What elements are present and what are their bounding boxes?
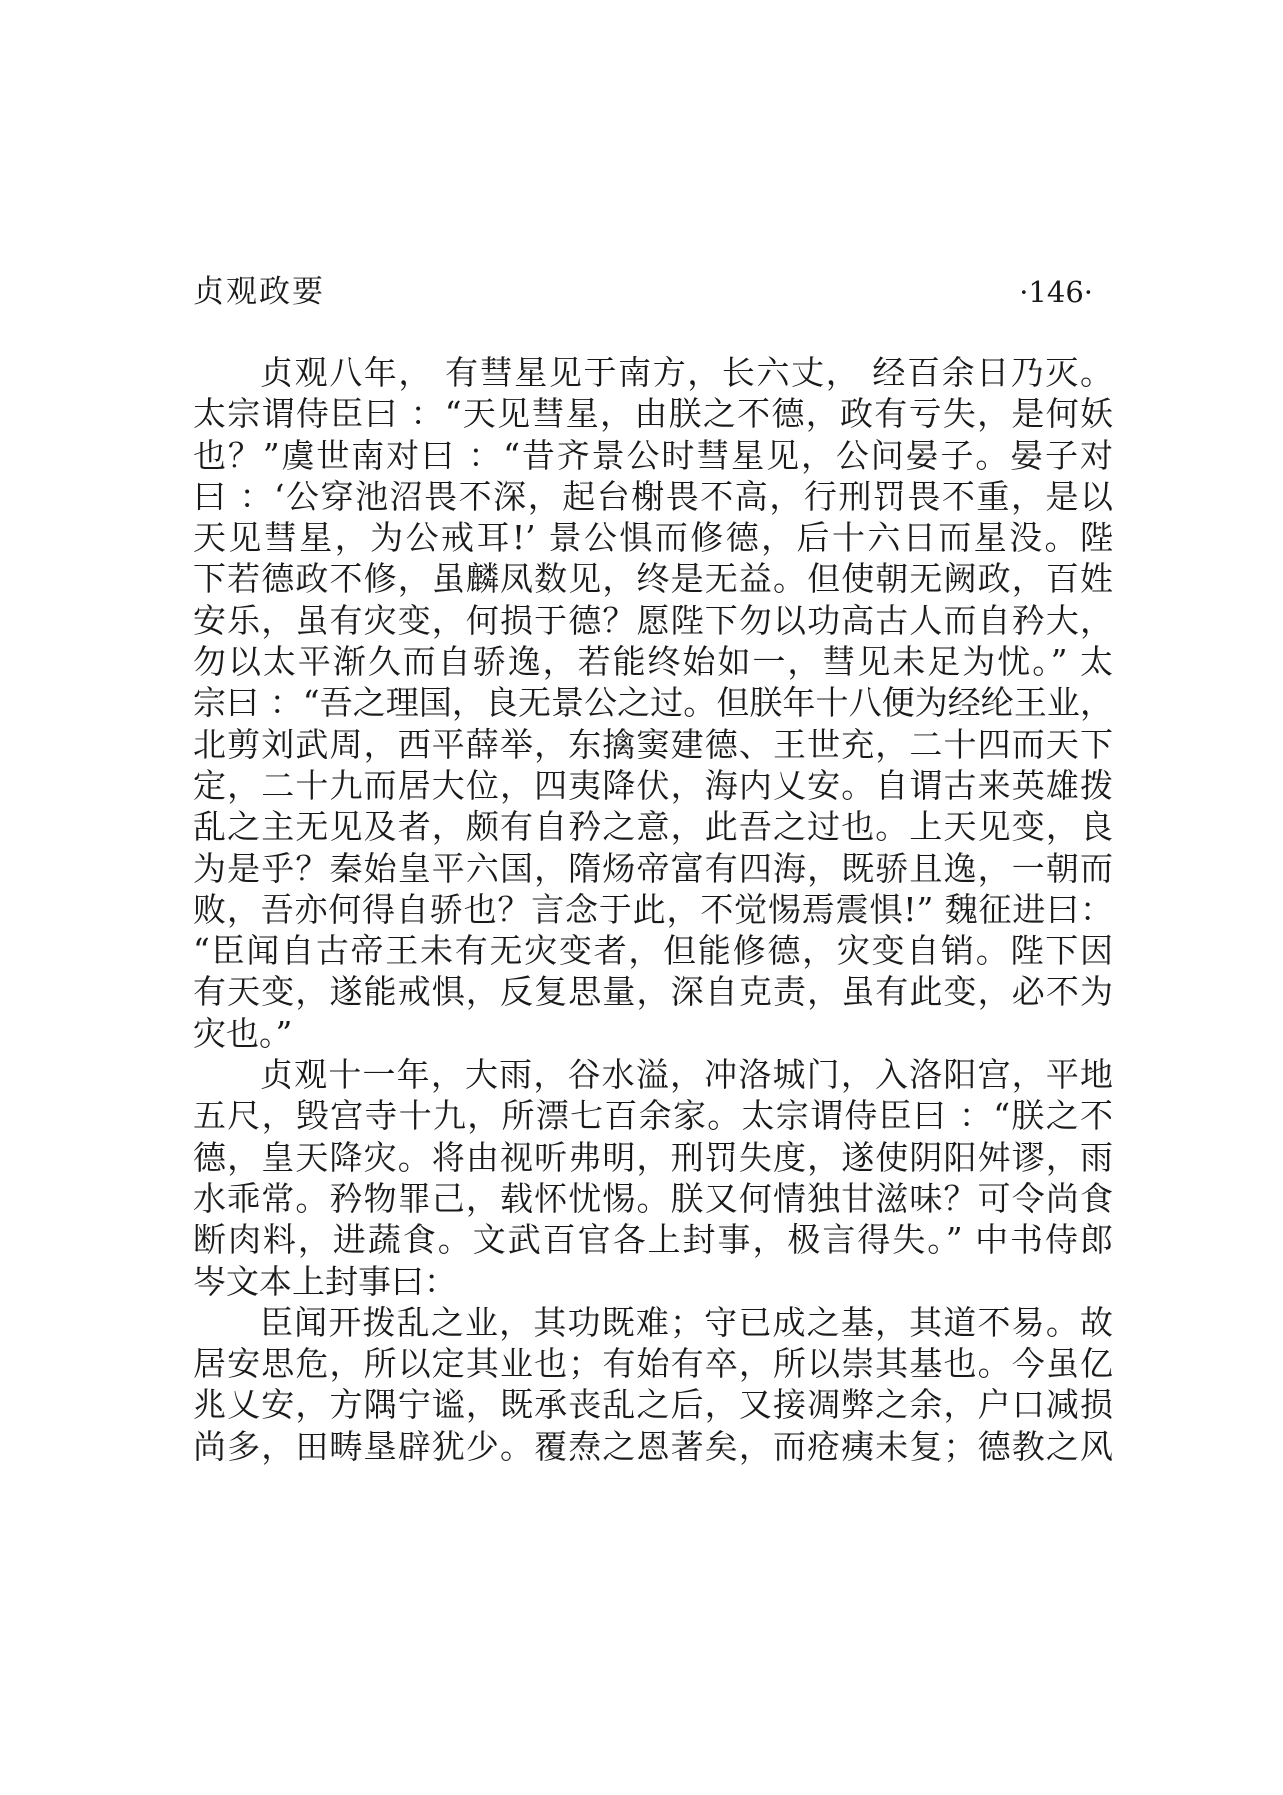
text-line: 安乐，虽有灾变，何损于德？愿陛下勿以功高古人而自矜大， <box>193 600 1113 640</box>
text-line: 天见彗星，为公戒耳!’ 景公惧而修德，后十六日而星没。陛 <box>193 518 1113 558</box>
text-line: 北剪刘武周，西平薛举，东擒窦建德、王世充，二十四而天下 <box>193 724 1113 764</box>
text-line: 断肉料，进蔬食。文武百官各上封事，极言得失。” 中书侍郎 <box>193 1220 1113 1260</box>
text-line: 德，皇天降灾。将由视听弗明，刑罚失度，遂使阴阳舛谬，雨 <box>193 1137 1113 1177</box>
text-line: 贞观十一年，大雨，谷水溢，冲洛城门，入洛阳宫，平地 <box>260 1055 1113 1095</box>
page-number: ·146· <box>1019 275 1093 309</box>
text-line: 有天变，遂能戒惧，反复思量，深自克责，虽有此变，必不为 <box>193 972 1113 1012</box>
text-line: 也？”虞世南对曰 ：“昔齐景公时彗星见，公问晏子。晏子对 <box>193 435 1113 475</box>
text-line: 居安思危，所以定其业也；有始有卒，所以崇其基也。今虽亿 <box>193 1344 1113 1384</box>
text-line: 为是乎？秦始皇平六国，隋炀帝富有四海，既骄且逸，一朝而 <box>193 848 1113 888</box>
text-line: 下若德政不修，虽麟凤数见，终是无益。但使朝无阙政，百姓 <box>193 559 1113 599</box>
text-line: 灾也。” <box>193 1013 293 1053</box>
text-line: 定，二十九而居大位，四夷降伏，海内乂安。自谓古来英雄拨 <box>193 765 1113 805</box>
book-title: 贞观政要 <box>193 274 325 310</box>
text-line: 岑文本上封事曰： <box>193 1261 457 1301</box>
text-line: 五尺，毁宫寺十九，所漂七百余家。太宗谓侍臣曰 ：“朕之不 <box>193 1096 1113 1136</box>
text-line: 曰 ：‘公穿池沼畏不深，起台榭畏不高，行刑罚畏不重，是以 <box>193 476 1113 516</box>
text-line: 太宗谓侍臣曰 ：“天见彗星，由朕之不德，政有亏失，是何妖 <box>193 394 1113 434</box>
text-line: 败，吾亦何得自骄也？言念于此，不觉惕焉震惧!” 魏征进曰： <box>193 889 1113 929</box>
running-header <box>193 272 1093 312</box>
text-line: 乱之主无见及者，颇有自矜之意，此吾之过也。上天见变，良 <box>193 807 1113 847</box>
text-line: 臣闻开拨乱之业，其功既难；守已成之基，其道不易。故 <box>260 1302 1113 1342</box>
text-line: 贞观八年， 有彗星见于南方，长六丈， 经百余日乃灭。 <box>260 353 1113 392</box>
text-line: 兆乂安，方隅宁谧，既承丧乱之后，又接凋弊之余，户口减损 <box>193 1385 1113 1425</box>
text-line: “臣闻自古帝王未有无灾变者，但能修德，灾变自销。陛下因 <box>193 931 1113 971</box>
body-text <box>193 352 1113 1467</box>
text-line: 宗曰 ：“吾之理国，良无景公之过。但朕年十八便为经纶王业， <box>193 683 1113 723</box>
text-line: 水乖常。矜物罪己，载怀忧惕。朕又何情独甘滋味？可令尚食 <box>193 1178 1113 1218</box>
text-line: 勿以太平渐久而自骄逸，若能终始如一，彗见未足为忧。” 太 <box>193 642 1113 682</box>
text-line: 尚多，田畴垦辟犹少。覆焘之恩著矣，而疮痍未复；德教之风 <box>193 1426 1113 1466</box>
